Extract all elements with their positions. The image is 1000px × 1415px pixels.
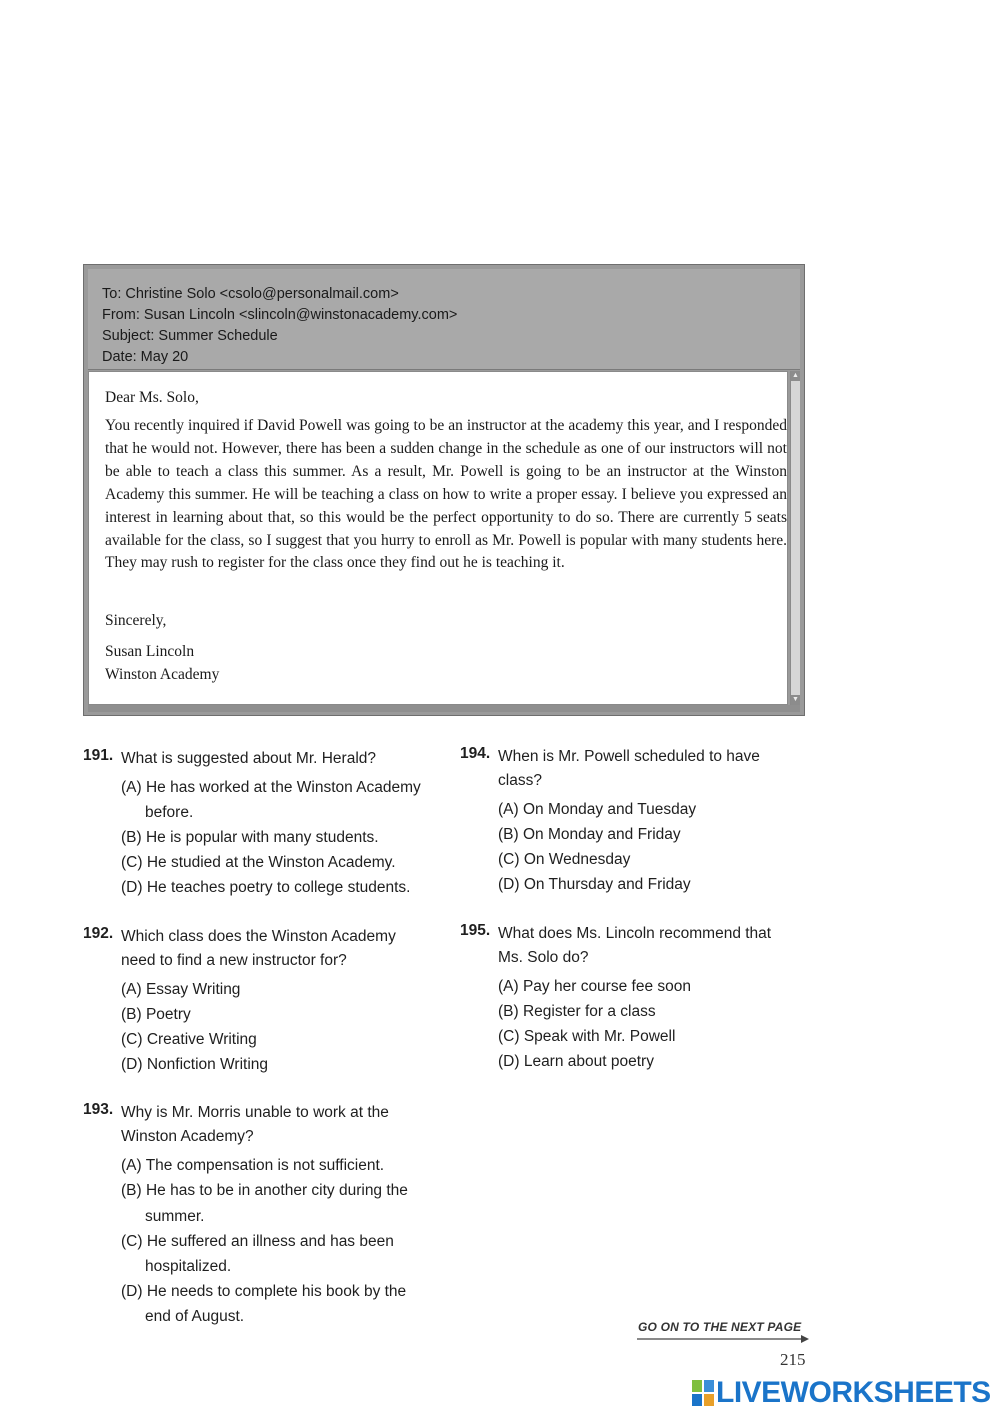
question-number: 195. <box>460 922 491 939</box>
option-a[interactable]: (A) On Monday and Tuesday <box>498 801 697 818</box>
question-text-continued: Ms. Solo do? <box>498 949 589 966</box>
email-window <box>83 264 805 716</box>
email-footer-bar <box>88 705 800 712</box>
question-text: What is suggested about Mr. Herald? <box>121 750 377 767</box>
email-scrollbar[interactable] <box>790 371 800 705</box>
signature-name: Susan Lincoln <box>105 643 195 660</box>
option-b[interactable]: (B) On Monday and Friday <box>498 826 681 843</box>
question-193 <box>83 1101 443 1331</box>
option-b[interactable]: (B) He is popular with many students. <box>121 829 379 846</box>
page-number: 215 <box>780 1350 806 1369</box>
email-to: To: Christine Solo <csolo@personalmail.com> <box>102 286 399 302</box>
option-d[interactable]: (D) On Thursday and Friday <box>498 876 691 893</box>
option-c-continued[interactable]: hospitalized. <box>145 1258 232 1275</box>
question-text-continued: Winston Academy? <box>121 1128 254 1145</box>
email-date: Date: May 20 <box>102 349 189 365</box>
option-a[interactable]: (A) Pay her course fee soon <box>498 978 691 995</box>
email-header <box>88 269 800 370</box>
email-subject: Subject: Summer Schedule <box>102 328 278 344</box>
option-c[interactable]: (C) Speak with Mr. Powell <box>498 1028 676 1045</box>
option-a[interactable]: (A) He has worked at the Winston Academy <box>121 779 421 796</box>
option-b[interactable]: (B) Poetry <box>121 1006 191 1023</box>
liveworksheets-logo-icon <box>692 1380 716 1406</box>
question-text: Why is Mr. Morris unable to work at the <box>121 1104 389 1121</box>
option-d-continued[interactable]: end of August. <box>145 1308 245 1325</box>
question-191 <box>83 747 443 907</box>
option-a[interactable]: (A) Essay Writing <box>121 981 241 998</box>
option-b[interactable]: (B) He has to be in another city during the <box>121 1182 408 1199</box>
question-number: 194. <box>460 745 491 762</box>
option-d[interactable]: (D) He teaches poetry to college students. <box>121 879 411 896</box>
option-d[interactable]: (D) Learn about poetry <box>498 1053 654 1070</box>
question-195 <box>460 922 805 1082</box>
email-paragraph: You recently inquired if David Powell was going to be an instructor at the academy this year, and I responded that he would not. However, there has been a sudden change in the schedule as one of our instructors will not be able to teach a class this summer. As a result, Mr. Powell is going to be an instructor at the Winston Academy this summer. He will be teaching a class on how to write a proper essay. I believe you expressed an interest in learning about that, so this would be the perfect opportunity to do so. There are currently 5 seats available for the class, so I suggest that you hurry to enroll as Mr. Powell is popular with many students here. They may rush to register for the class once they find out he is teaching it. <box>105 417 787 572</box>
arrow-right-icon <box>637 1335 809 1343</box>
option-b[interactable]: (B) Register for a class <box>498 1003 656 1020</box>
option-b-continued[interactable]: summer. <box>145 1208 205 1225</box>
next-page-label: GO ON TO THE NEXT PAGE <box>638 1320 802 1334</box>
option-a-continued[interactable]: before. <box>145 804 194 821</box>
logo-text: LIVEWORKSHEETS <box>716 1376 991 1409</box>
email-salutation: Dear Ms. Solo, <box>105 389 199 406</box>
email-body <box>88 371 788 705</box>
question-number: 192. <box>83 925 114 942</box>
option-c[interactable]: (C) Creative Writing <box>121 1031 257 1048</box>
question-text-continued: need to find a new instructor for? <box>121 952 347 969</box>
question-text: What does Ms. Lincoln recommend that <box>498 925 772 942</box>
option-d[interactable]: (D) He needs to complete his book by the <box>121 1283 407 1300</box>
email-from: From: Susan Lincoln <slincoln@winstonacademy.com> <box>102 307 458 323</box>
question-text-continued: class? <box>498 772 542 789</box>
question-text: Which class does the Winston Academy <box>121 928 396 945</box>
signature-org: Winston Academy <box>105 666 220 683</box>
option-c[interactable]: (C) He studied at the Winston Academy. <box>121 854 396 871</box>
scroll-down-icon[interactable]: ▼ <box>792 696 799 703</box>
question-192 <box>83 925 443 1085</box>
option-a[interactable]: (A) The compensation is not sufficient. <box>121 1157 385 1174</box>
question-number: 191. <box>83 747 114 764</box>
scroll-up-icon[interactable]: ▲ <box>792 372 799 379</box>
option-c[interactable]: (C) He suffered an illness and has been <box>121 1233 394 1250</box>
question-number: 193. <box>83 1101 114 1118</box>
option-d[interactable]: (D) Nonfiction Writing <box>121 1056 269 1073</box>
option-c[interactable]: (C) On Wednesday <box>498 851 631 868</box>
question-text: When is Mr. Powell scheduled to have <box>498 748 760 765</box>
email-closing: Sincerely, <box>105 612 167 629</box>
question-194 <box>460 745 805 905</box>
